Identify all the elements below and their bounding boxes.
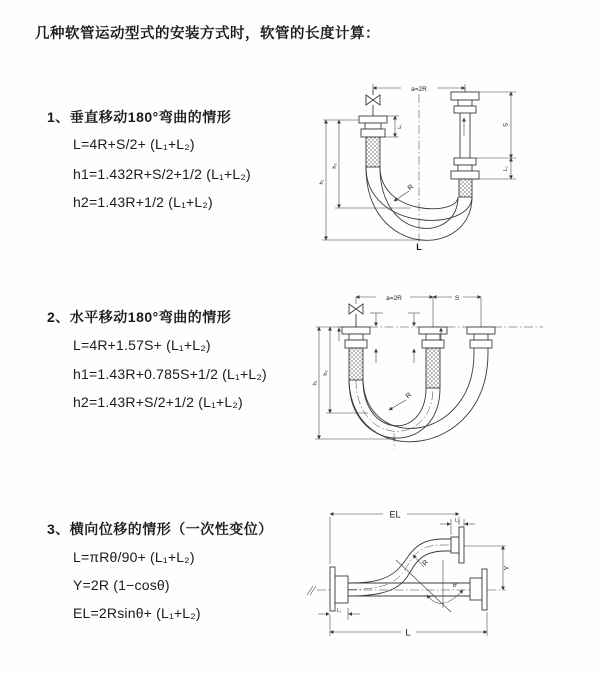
h1-label: h₁	[312, 380, 319, 386]
braided-hose-section	[349, 348, 363, 380]
right-flange-displaced	[467, 327, 495, 353]
y-label: Y	[504, 565, 511, 571]
straight-hose-original	[348, 583, 470, 596]
l1-label: L₁	[397, 124, 403, 129]
l2-label: L₂	[455, 518, 460, 524]
dimension-s	[476, 92, 516, 158]
radius-label: R	[421, 558, 431, 568]
section-1-formula-L: L=4R+S/2+ (L₁+L₂)	[73, 136, 195, 152]
h2-label: h₂	[323, 370, 329, 376]
dimension-l	[330, 612, 487, 639]
section-2-formula-h1: h1=1.43R+0.785S+1/2 (L₁+L₂)	[73, 366, 267, 382]
braided-hose-section	[459, 179, 472, 197]
break-mark	[307, 586, 316, 595]
radius-label: R	[406, 183, 416, 193]
left-flange	[342, 327, 370, 380]
l1-label: L₁	[336, 608, 342, 614]
section-3-formula-Y: Y=2R (1−cosθ)	[73, 577, 170, 593]
valve-icon	[366, 90, 380, 116]
s-label: S	[454, 295, 460, 302]
dimension-y	[503, 546, 511, 590]
braided-hose-section	[366, 137, 380, 167]
middle-flange	[419, 327, 447, 388]
radius-callout	[394, 184, 415, 201]
right-flange-original	[470, 569, 487, 610]
diagram-lateral-displacement	[303, 500, 598, 645]
diagram-horizontal-180-bend	[310, 283, 550, 458]
s-label: S	[503, 122, 510, 128]
h1-label: h₁	[319, 179, 325, 185]
radius-callout	[389, 392, 413, 410]
valve-icon	[349, 297, 363, 327]
radius-callout	[413, 555, 430, 567]
dimension-l1	[318, 608, 360, 620]
upper-flange-displaced	[451, 527, 506, 563]
braided-hose-section	[426, 348, 440, 388]
section-2-formula-h2: h2=1.43R+S/2+1/2 (L₁+L₂)	[73, 394, 243, 410]
span-2r-label: a=2R	[386, 295, 402, 302]
dimension-span-2r	[356, 292, 433, 302]
right-pipe	[451, 88, 479, 197]
section-3-heading: 3、横向位移的情形（一次性变位）	[47, 521, 273, 537]
length-label: L	[416, 242, 422, 252]
theta-label: θ	[453, 582, 457, 589]
page-title: 几种软管运动型式的安装方式时，软管的长度计算：	[35, 26, 380, 42]
s-curve-hose-displaced	[348, 539, 451, 596]
section-2-heading: 2、水平移动180°弯曲的情形	[47, 309, 232, 325]
dimension-s	[433, 292, 481, 302]
dimension-el	[330, 508, 459, 564]
hose-u-loops	[349, 353, 488, 449]
length-label: L	[405, 627, 411, 639]
section-3-formula-L: L=πRθ/90+ (L₁+L₂)	[73, 549, 195, 565]
radius-label: R	[404, 391, 414, 401]
section-2-formula-L: L=4R+1.57S+ (L₁+L₂)	[73, 337, 211, 353]
dimension-span-2r	[373, 83, 465, 94]
diagram-vertical-180-bend	[315, 70, 525, 260]
section-3-formula-EL: EL=2Rsinθ+ (L₁+L₂)	[73, 605, 201, 621]
section-1-heading: 1、垂直移动180°弯曲的情形	[47, 109, 232, 125]
left-flange	[359, 116, 387, 167]
h2-label: h₂	[332, 163, 338, 169]
section-1-formula-h1: h1=1.432R+S/2+1/2 (L₁+L₂)	[73, 166, 251, 182]
left-flange	[330, 567, 348, 611]
l2-label: L₂	[503, 166, 509, 171]
dimension-l2	[440, 518, 475, 535]
section-1-formula-h2: h2=1.43R+1/2 (L₁+L₂)	[73, 194, 213, 210]
span-2r-label: a=2R	[411, 86, 427, 93]
el-label: EL	[389, 509, 401, 520]
dimension-l2	[473, 158, 516, 179]
